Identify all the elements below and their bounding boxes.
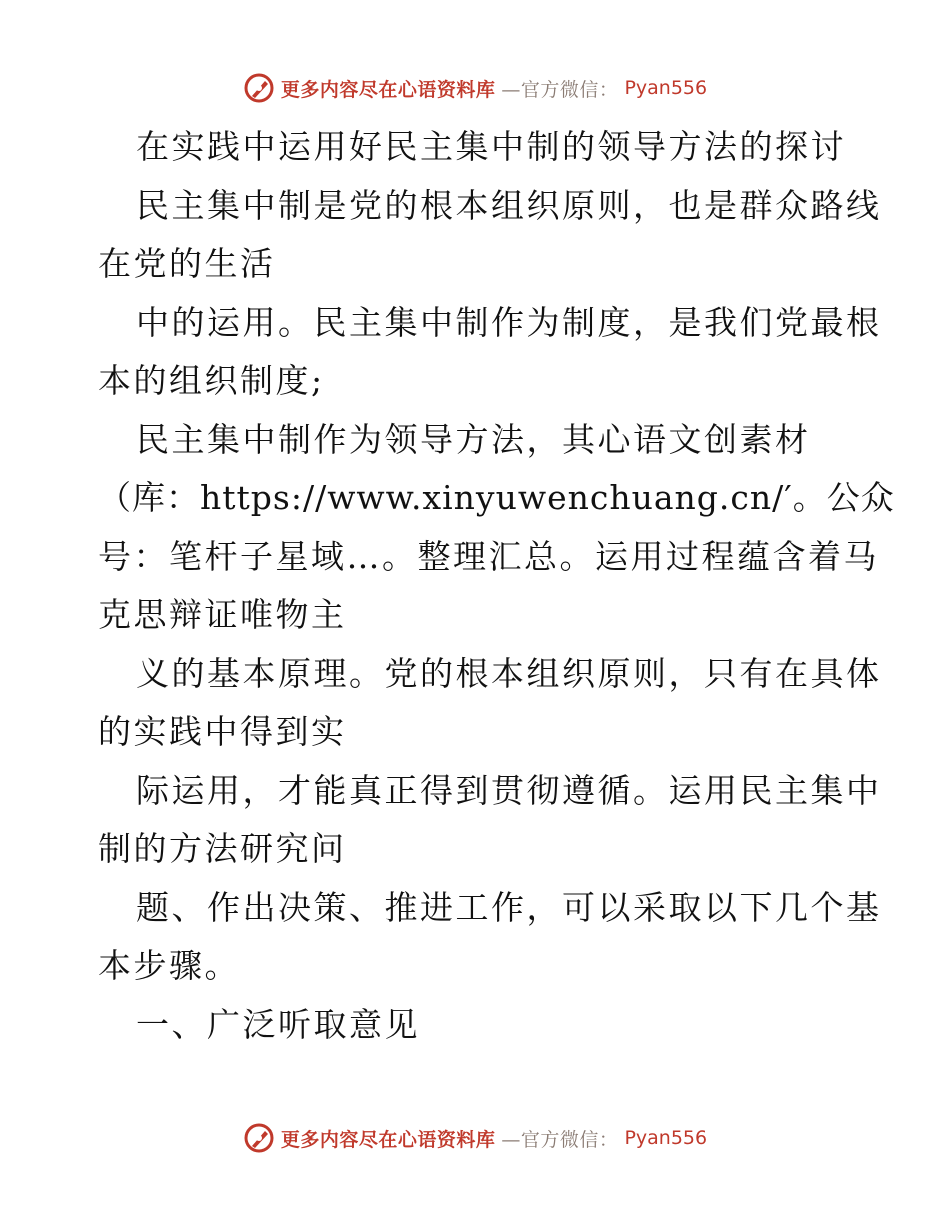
doc-line: 号：笔杆子星域…。整理汇总。运用过程蕴含着马 <box>98 536 879 576</box>
banner-wechat-label: —官方微信： <box>501 78 619 101</box>
pen-logo-icon <box>243 1122 275 1154</box>
doc-line: 义的基本原理。党的根本组织原则，只有在具体 <box>136 653 882 693</box>
section-heading: 一、广泛听取意见 <box>136 1004 420 1044</box>
doc-line: 在党的生活 <box>98 244 276 283</box>
doc-line: 际运用，才能真正得到贯彻遵循。运用民主集中 <box>136 770 882 810</box>
doc-line: 民主集中制是党的根本组织原则，也是群众路线 <box>136 185 882 225</box>
document-body <box>98 118 895 1054</box>
banner-title: 更多内容尽在心语资料库 <box>280 78 496 101</box>
doc-line: 民主集中制作为领导方法，其心语文创素材 <box>136 419 811 459</box>
banner-wechat-label: —官方微信： <box>501 1128 619 1151</box>
header-banner <box>0 72 950 104</box>
doc-line: 中的运用。民主集中制作为制度，是我们党最根 <box>136 302 882 342</box>
footer-banner <box>0 1122 950 1154</box>
doc-line: 克思辩证唯物主 <box>98 595 347 634</box>
banner-wechat-id: Pyan556 <box>624 1127 708 1149</box>
banner-wechat-id: Pyan556 <box>624 77 708 99</box>
doc-line-url: （库：https://www.xinyuwenchuang.cn/′。公众 <box>98 478 895 517</box>
doc-line: 题、作出决策、推进工作，可以采取以下几个基 <box>136 887 882 927</box>
doc-line: 的实践中得到实 <box>98 712 347 751</box>
doc-line: 制的方法研究问 <box>98 829 347 868</box>
doc-title: 在实践中运用好民主集中制的领导方法的探讨 <box>136 127 846 166</box>
doc-line: 本的组织制度; <box>98 361 325 400</box>
banner-title: 更多内容尽在心语资料库 <box>280 1128 496 1151</box>
doc-line: 本步骤。 <box>98 946 240 985</box>
pen-logo-icon <box>243 72 275 104</box>
